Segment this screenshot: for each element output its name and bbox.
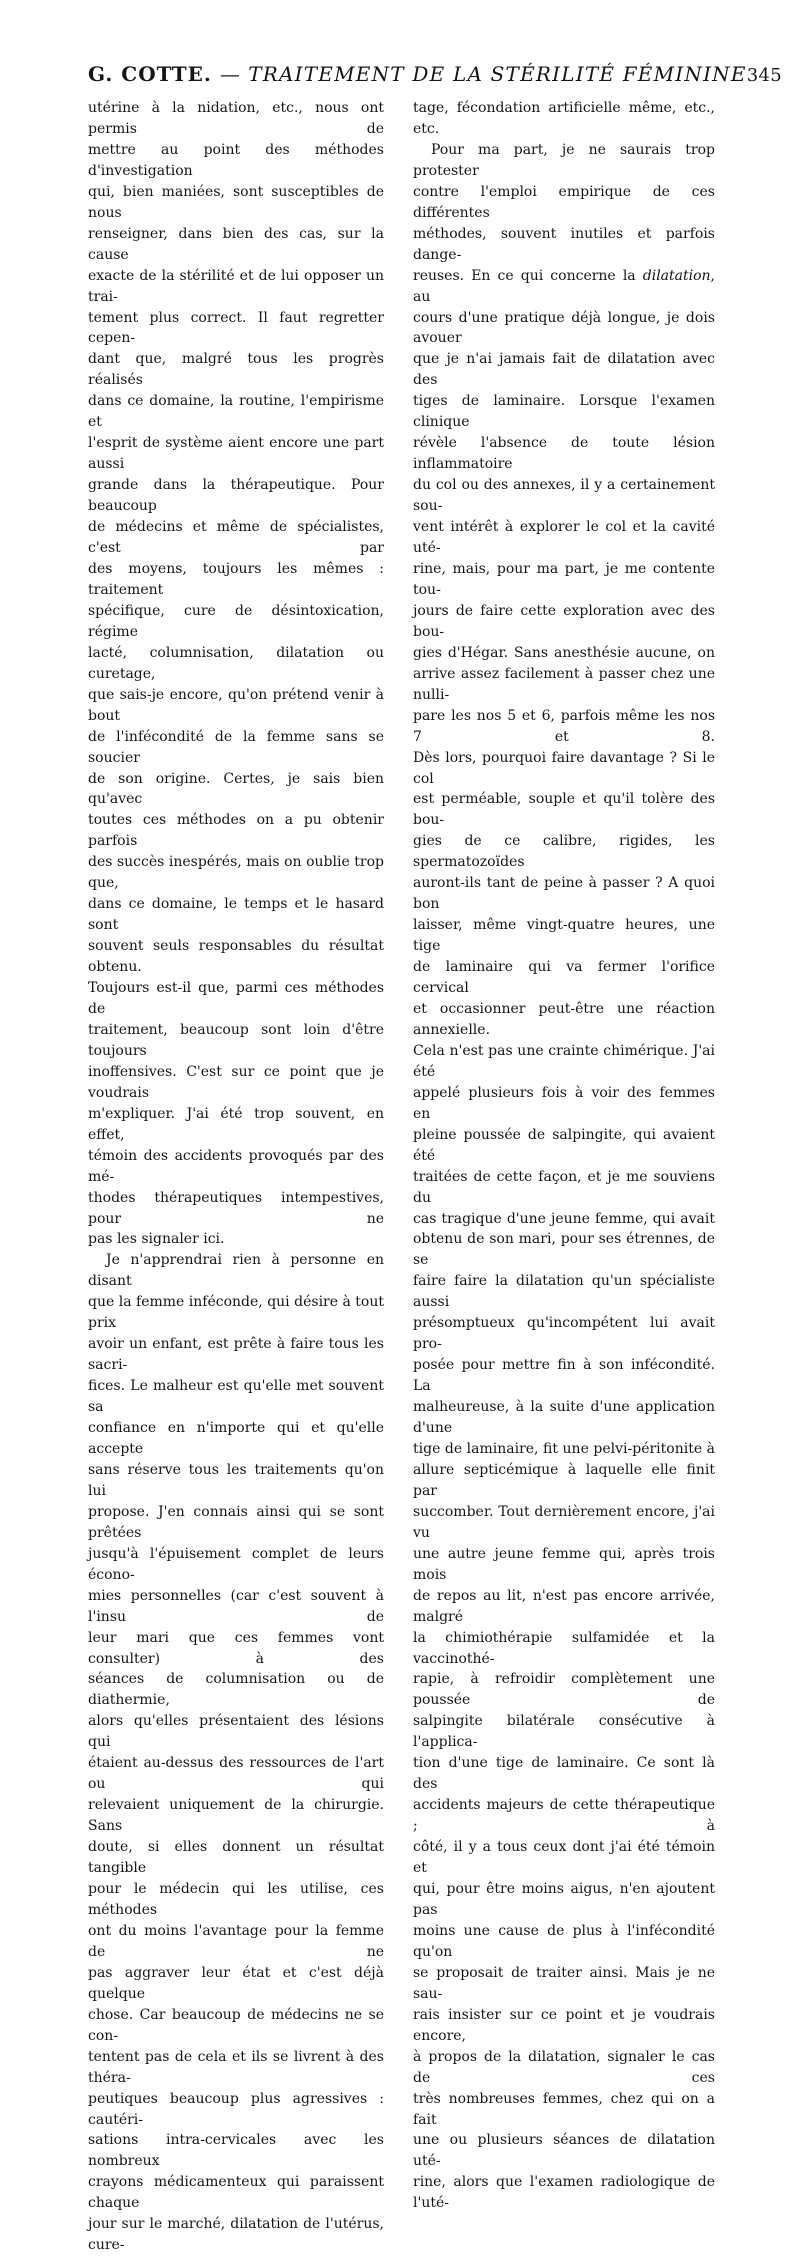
text-line: de médecins et même de spécialistes, c'est par [88, 519, 384, 557]
text-line: propose. J'en connais ainsi qui se sont prêtées [88, 1503, 384, 1541]
text-line: souvent seuls responsables du résultat obtenu. [88, 938, 384, 976]
text-line: que la femme inféconde, qui désire à tout prix [88, 1294, 384, 1332]
text-line: révèle l'absence de toute lésion inflammatoire [413, 435, 715, 473]
text-line: une autre jeune femme qui, après trois mois [413, 1545, 715, 1583]
text-line: tion d'une tige de laminaire. Ce sont là des [413, 1755, 715, 1793]
right-column [413, 98, 715, 2214]
text-line: Dès lors, pourquoi faire davantage ? Si le col [413, 749, 715, 787]
text-line: toutes ces méthodes on a pu obtenir parfois [88, 812, 384, 850]
text-line: de laminaire qui va fermer l'orifice cervical [413, 959, 715, 997]
text-line: accidents majeurs de cette thérapeutique ; à [413, 1797, 715, 1835]
text-line: cas tragique d'une jeune femme, qui avait [413, 1210, 715, 1227]
text-line: Pour ma part, je ne saurais trop protester [413, 141, 715, 179]
text-line: jusqu'à l'épuisement complet de leurs écono- [88, 1545, 384, 1583]
text-line: faire faire la dilatation qu'un spécialiste aussi [413, 1273, 715, 1311]
text-line: ont du moins l'avantage pour la femme de ne [88, 1922, 384, 1960]
text-line: posée pour mettre fin à son infécondité. La [413, 1357, 715, 1395]
text-line: cours d'une pratique déjà longue, je dois avouer [413, 309, 715, 347]
text-line: vent intérêt à explorer le col et la cavité uté- [413, 519, 715, 557]
text-line: de son origine. Certes, je sais bien qu'avec [88, 770, 384, 808]
running-header [88, 62, 782, 86]
text-line: la chimiothérapie sulfamidée et la vaccinothé- [413, 1629, 715, 1667]
text-line: obtenu de son mari, pour ses étrennes, de se [413, 1231, 715, 1269]
italic-term: dilatation [642, 267, 711, 284]
text-line: allure septicémique à laquelle elle finit par [413, 1461, 715, 1499]
text-line: contre l'emploi empirique de ces différentes [413, 183, 715, 221]
text-line: Cela n'est pas une crainte chimérique. J'ai été [413, 1042, 715, 1080]
text-line: qui, pour être moins aigus, n'en ajoutent pas [413, 1881, 715, 1918]
text-line: exacte de la stérilité et de lui opposer un trai- [88, 267, 384, 305]
header-title: TRAITEMENT DE LA STÉRILITÉ FÉMININE [248, 62, 747, 86]
text-line: fices. Le malheur est qu'elle met souvent sa [88, 1378, 384, 1416]
text-line: alors qu'elles présentaient des lésions qui [88, 1713, 384, 1751]
text-line: dant que, malgré tous les progrès réalisés [88, 351, 384, 389]
left-column [88, 98, 384, 2256]
text-line: tiges de laminaire. Lorsque l'examen clinique [413, 393, 715, 431]
text-line: gies d'Hégar. Sans anesthésie aucune, on [413, 644, 715, 661]
text-line: laisser, même vingt-quatre heures, une tige [413, 917, 715, 955]
text-line: Je n'apprendrai rien à personne en disant [88, 1252, 384, 1290]
text-line: de l'infécondité de la femme sans se soucier [88, 728, 384, 766]
text-line: confiance en n'importe qui et qu'elle accepte [88, 1420, 384, 1457]
text-line: relevaient uniquement de la chirurgie. Sans [88, 1797, 384, 1835]
text-line: du col ou des annexes, il y a certainement sou- [413, 477, 715, 515]
text-line: avoir un enfant, est prête à faire tous les sacri- [88, 1336, 384, 1374]
text-line: moins une cause de plus à l'infécondité qu'on [413, 1922, 715, 1960]
text-line: rais insister sur ce point et je voudrais encore, [413, 2006, 715, 2044]
text-line: gies de ce calibre, rigides, les spermatozoïdes [413, 833, 715, 871]
text-line: auront-ils tant de peine à passer ? A quoi bon [413, 875, 715, 913]
text-line: se proposait de traiter ainsi. Mais je ne sau- [413, 1964, 715, 2002]
text-line: à propos de la dilatation, signaler le cas de ces [413, 2048, 715, 2086]
text-line: doute, si elles donnent un résultat tangible [88, 1839, 384, 1877]
text-line: crayons médicamenteux qui paraissent chaque [88, 2174, 384, 2212]
text-line: est perméable, souple et qu'il tolère des bou- [413, 791, 715, 829]
text-line: méthodes, souvent inutiles et parfois dange- [413, 225, 715, 263]
text-line: leur mari que ces femmes vont consulter) à des [88, 1629, 384, 1667]
text-line: dans ce domaine, le temps et le hasard sont [88, 896, 384, 934]
text-line: mettre au point des méthodes d'investigation [88, 141, 384, 179]
text-line: traitées de cette façon, et je me souviens du [413, 1168, 715, 1206]
text-line: des succès inespérés, mais on oublie trop que, [88, 854, 384, 892]
text-line: tige de laminaire, fit une pelvi-péritonite à [413, 1441, 715, 1457]
text-line: qui, bien maniées, sont susceptibles de nous [88, 183, 384, 221]
text-line: succomber. Tout dernièrement encore, j'ai vu [413, 1503, 715, 1541]
text-line: de repos au lit, n'est pas encore arrivée, malgré [413, 1587, 715, 1625]
text-line: tage, fécondation artificielle même, etc., etc. [413, 100, 715, 137]
text-line: m'expliquer. J'ai été trop souvent, en effet, [88, 1105, 384, 1143]
text-line: pas les signaler ici. [88, 1231, 225, 1248]
text-line: et occasionner peut-être une réaction annexielle. [413, 1000, 715, 1038]
text-line: malheureuse, à la suite d'une application d'une [413, 1399, 715, 1437]
header-author: G. COTTE. [88, 62, 212, 86]
text-line: présomptueux qu'incompétent lui avait pro- [413, 1315, 715, 1353]
text-line: séances de columnisation ou de diathermie, [88, 1671, 384, 1709]
text-line: témoin des accidents provoqués par des mé- [88, 1147, 384, 1185]
text-line: chose. Car beaucoup de médecins ne se con- [88, 2006, 384, 2044]
text-line: étaient au-dessus des ressources de l'art ou qui [88, 1755, 384, 1793]
text-line: jour sur le marché, dilatation de l'utérus, cure- [88, 2216, 384, 2254]
text-line: Toujours est-il que, parmi ces méthodes de [88, 980, 384, 1017]
text-line: pare les nos 5 et 6, parfois même les nos 7 et 8. [413, 707, 715, 745]
text-line: traitement, beaucoup sont loin d'être toujours [88, 1021, 384, 1059]
text-line: l'esprit de système aient encore une part aussi [88, 435, 384, 473]
text-line: inoffensives. C'est sur ce point que je voudrais [88, 1063, 384, 1101]
text-line: dans ce domaine, la routine, l'empirisme et [88, 393, 384, 431]
text-line: jours de faire cette exploration avec des bou- [413, 602, 715, 640]
text-line: salpingite bilatérale consécutive à l'applica- [413, 1713, 715, 1751]
text-line: rine, alors que l'examen radiologique de l'uté- [413, 2174, 715, 2212]
text-line: thodes thérapeutiques intempestives, pour ne [88, 1189, 384, 1227]
text-line: pour le médecin qui les utilise, ces méthodes [88, 1881, 384, 1918]
text-line: sations intra-cervicales avec les nombreux [88, 2132, 384, 2170]
text-line: lacté, columnisation, dilatation ou curetage, [88, 644, 384, 682]
text-line: renseigner, dans bien des cas, sur la cause [88, 225, 384, 263]
text-line: rapie, à refroidir complètement une poussée de [413, 1671, 715, 1709]
text-line: pas aggraver leur état et c'est déjà quelque [88, 1964, 384, 2002]
text-line: peutiques beaucoup plus agressives : cautéri- [88, 2090, 384, 2128]
text-line: que sais-je encore, qu'on prétend venir à bout [88, 686, 384, 724]
text-line: une ou plusieurs séances de dilatation uté- [413, 2132, 715, 2170]
page-number: 345 [746, 65, 782, 86]
text-run: , au [413, 267, 715, 305]
header-dash: — [219, 62, 241, 86]
text-line: tentent pas de cela et ils se livrent à des théra- [88, 2048, 384, 2086]
text-line: mies personnelles (car c'est souvent à l'insu de [88, 1587, 384, 1625]
text-line: tement plus correct. Il faut regretter cepen- [88, 309, 384, 347]
text-line: sans réserve tous les traitements qu'on lui [88, 1461, 384, 1499]
text-line: rine, mais, pour ma part, je me contente tou- [413, 560, 715, 598]
text-line: pleine poussée de salpingite, qui avaient été [413, 1126, 715, 1164]
text-line: grande dans la thérapeutique. Pour beaucoup [88, 477, 384, 515]
text-line: des moyens, toujours les mêmes : traitement [88, 560, 384, 598]
text-line [413, 266, 715, 308]
text-run: reuses. En ce qui concerne la [413, 267, 643, 284]
text-line: que je n'ai jamais fait de dilatation avec des [413, 351, 715, 389]
text-line: appelé plusieurs fois à voir des femmes en [413, 1084, 715, 1122]
text-line: très nombreuses femmes, chez qui on a fait [413, 2090, 715, 2128]
text-line: côté, il y a tous ceux dont j'ai été témoin et [413, 1839, 715, 1877]
text-line: arrive assez facilement à passer chez une nulli- [413, 665, 715, 703]
text-line: spécifique, cure de désintoxication, régime [88, 602, 384, 640]
text-line: utérine à la nidation, etc., nous ont permis de [88, 100, 384, 137]
